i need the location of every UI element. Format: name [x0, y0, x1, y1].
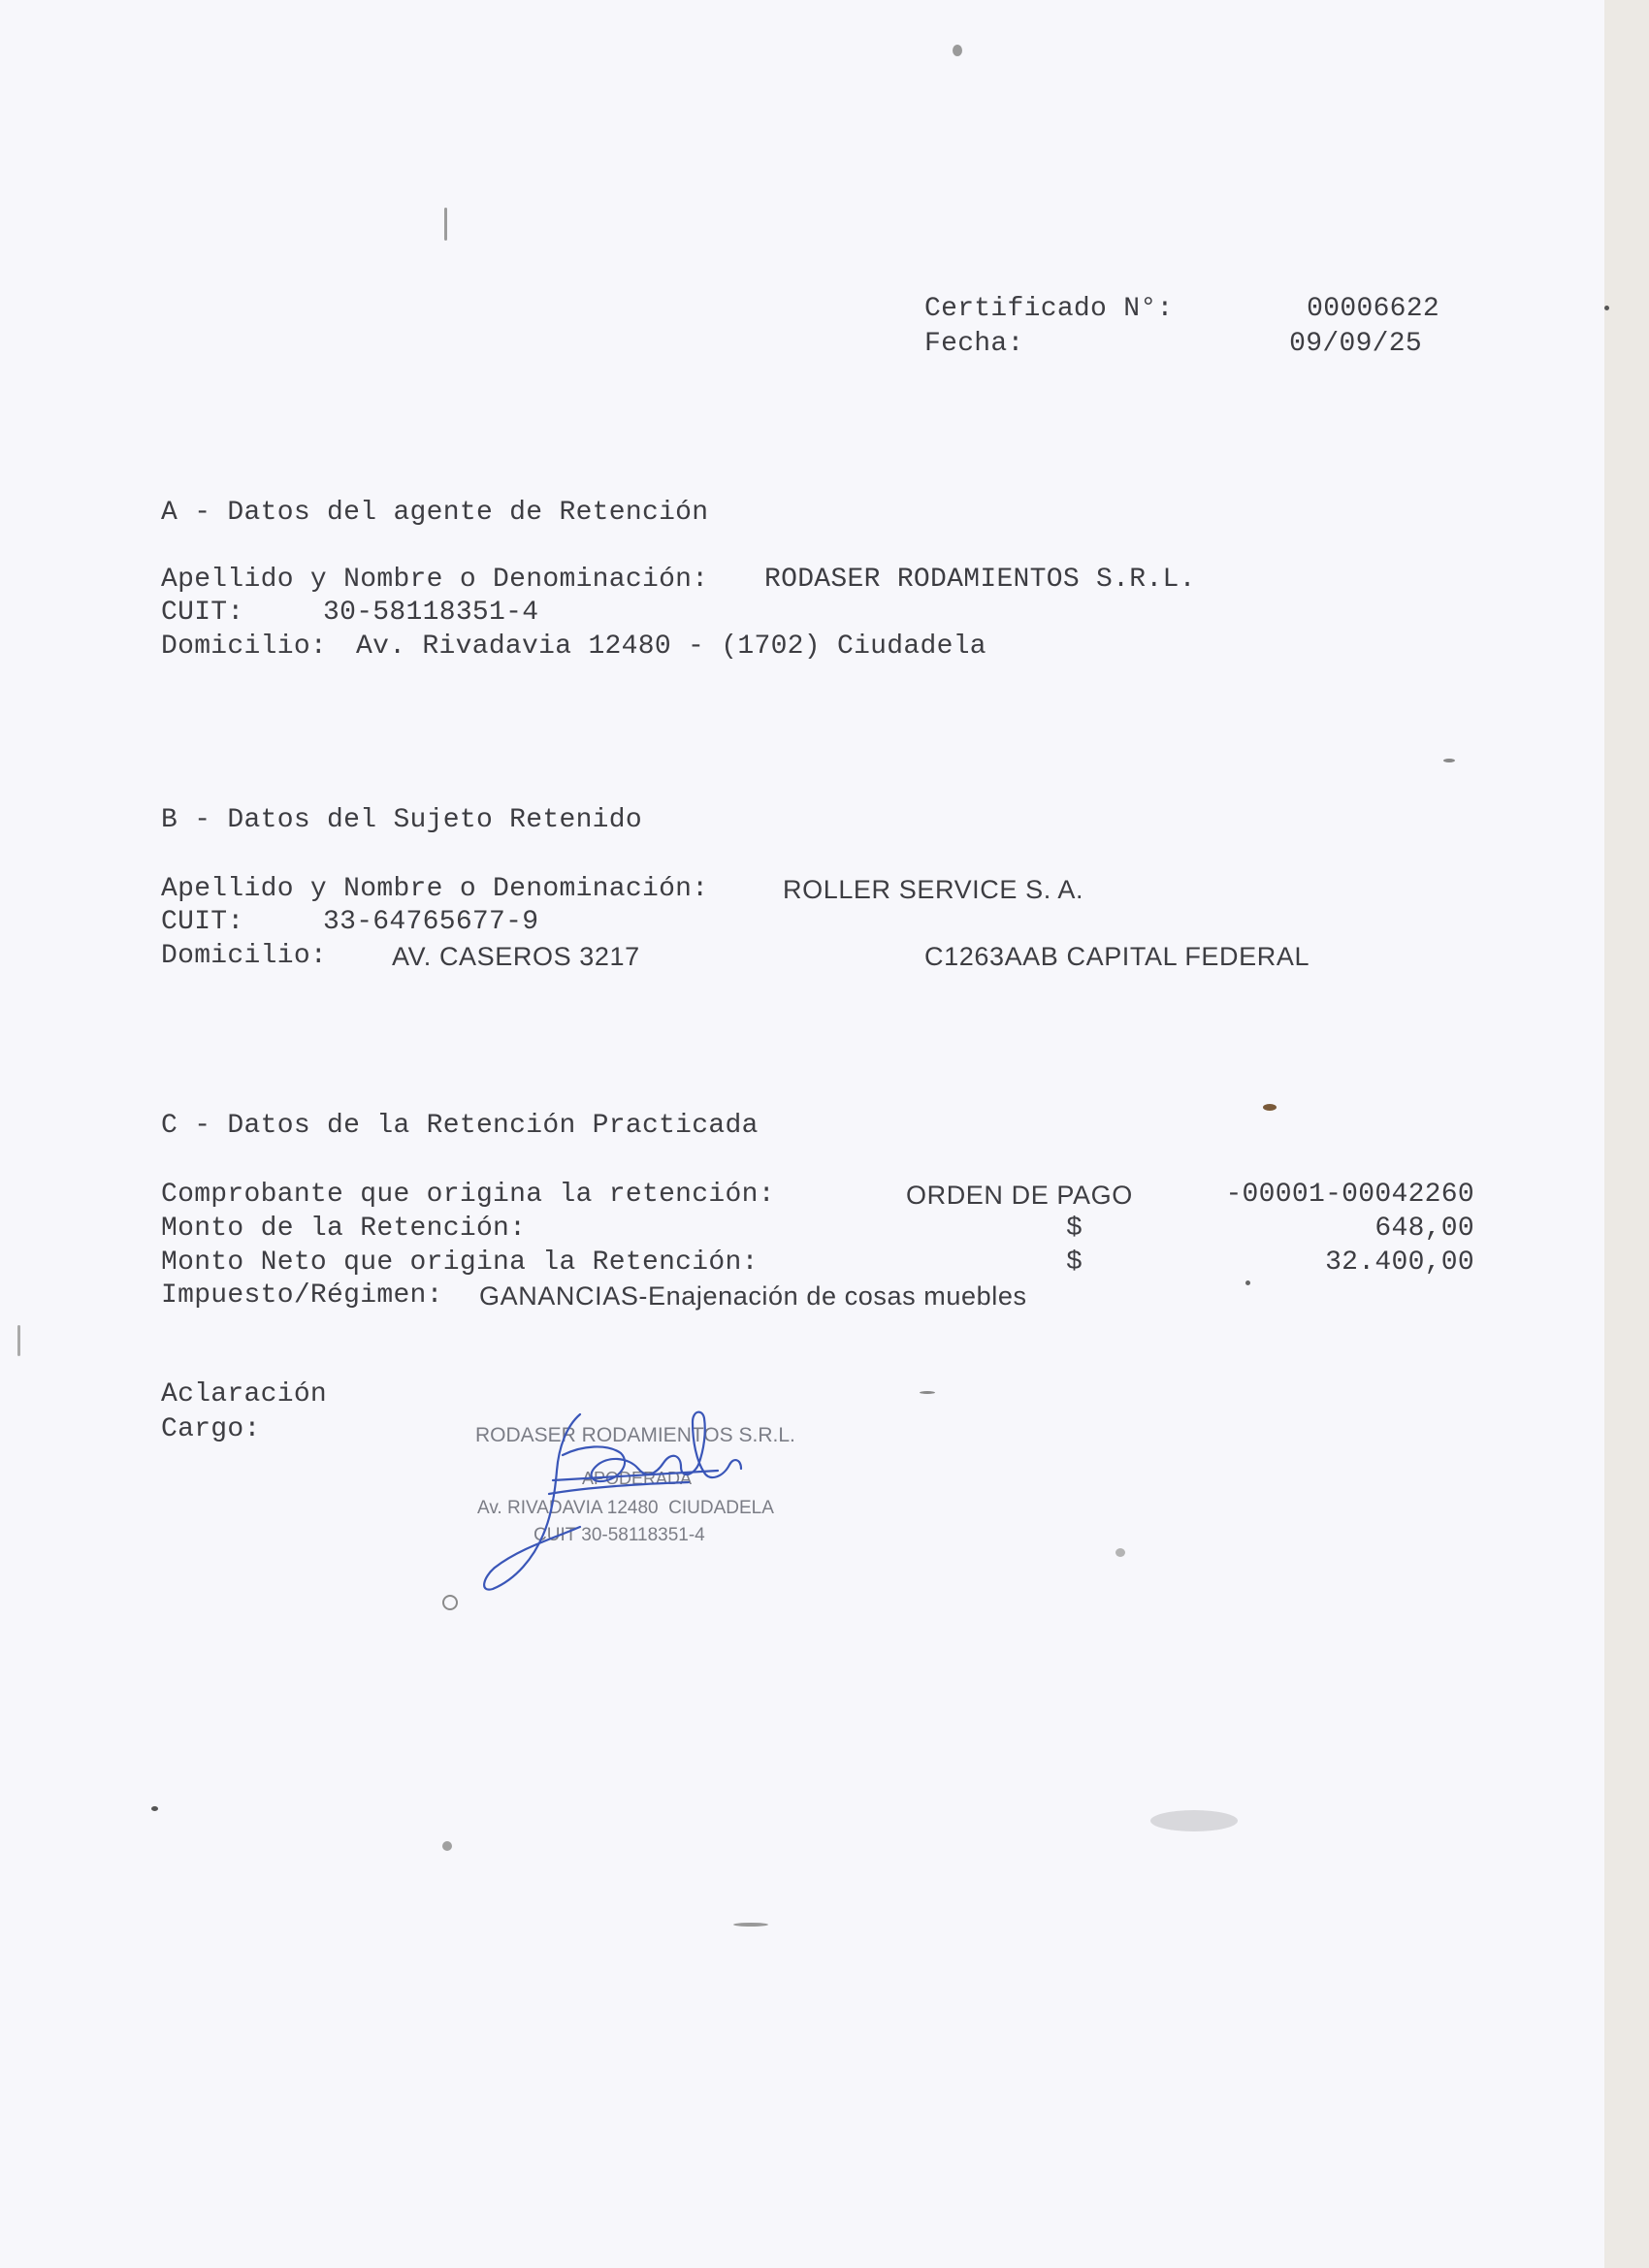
certificate-number: 00006622	[1307, 294, 1439, 324]
agent-address: Av. Rivadavia 12480 - (1702) Ciudadela	[356, 632, 986, 662]
scan-speck	[953, 45, 962, 56]
voucher-label: Comprobante que origina la retención:	[161, 1180, 775, 1210]
company-stamp	[466, 1387, 834, 1601]
scan-speck	[1116, 1548, 1125, 1557]
agent-name-label: Apellido y Nombre o Denominación:	[161, 565, 709, 595]
handwritten-signature-icon	[466, 1387, 834, 1601]
clarification-label: Aclaración	[161, 1379, 328, 1409]
stamp-role: APODERADA	[582, 1469, 693, 1488]
certificate-number-label: Certificado N°:	[924, 294, 1174, 324]
stamp-cuit: CUIT 30-58118351-4	[534, 1525, 705, 1545]
net-amount-currency: $	[1066, 1247, 1083, 1278]
retention-amount: 648,00	[1374, 1214, 1474, 1244]
position-label: Cargo:	[161, 1414, 261, 1444]
scan-speck	[1443, 759, 1455, 762]
retention-amount-currency: $	[1066, 1214, 1083, 1244]
voucher-type: ORDEN DE PAGO	[906, 1181, 1133, 1210]
agent-cuit-label: CUIT:	[161, 598, 244, 628]
stamp-address: Av. RIVADAVIA 12480 CIUDADELA	[477, 1498, 774, 1518]
agent-address-label: Domicilio:	[161, 632, 328, 662]
voucher-number: -00001-00042260	[1225, 1180, 1474, 1210]
section-a-title: A - Datos del agente de Retención	[161, 498, 709, 528]
section-b-title: B - Datos del Sujeto Retenido	[161, 805, 642, 835]
agent-cuit: 30-58118351-4	[323, 598, 539, 628]
section-c-title: C - Datos de la Retención Practicada	[161, 1111, 759, 1141]
agent-name: RODASER RODAMIENTOS S.R.L.	[764, 565, 1196, 595]
scan-speck	[17, 1325, 20, 1356]
scan-edge	[1604, 0, 1649, 2268]
subject-cuit: 33-64765677-9	[323, 907, 539, 937]
scan-speck	[444, 208, 447, 241]
scan-speck	[151, 1806, 158, 1811]
tax-regime-label: Impuesto/Régimen:	[161, 1280, 443, 1311]
net-amount: 32.400,00	[1325, 1247, 1474, 1278]
tax-regime: GANANCIAS-Enajenación de cosas muebles	[479, 1281, 1027, 1311]
scan-speck	[442, 1841, 452, 1851]
subject-address-label: Domicilio:	[161, 941, 328, 971]
subject-cuit-label: CUIT:	[161, 907, 244, 937]
scan-smudge	[1150, 1810, 1238, 1831]
scan-speck	[1263, 1104, 1277, 1111]
stamp-company: RODASER RODAMIENTOS S.R.L.	[475, 1424, 795, 1446]
date-value: 09/09/25	[1289, 329, 1422, 359]
scan-speck	[1604, 306, 1609, 310]
subject-name-label: Apellido y Nombre o Denominación:	[161, 874, 709, 904]
scan-speck	[733, 1923, 768, 1927]
subject-name: ROLLER SERVICE S. A.	[783, 875, 1084, 904]
scan-speck	[442, 1595, 458, 1610]
retention-amount-label: Monto de la Retención:	[161, 1214, 527, 1244]
scan-speck	[1245, 1280, 1250, 1285]
date-label: Fecha:	[924, 329, 1024, 359]
net-amount-label: Monto Neto que origina la Retención:	[161, 1247, 759, 1278]
scan-speck	[920, 1391, 935, 1394]
subject-address-street: AV. CASEROS 3217	[392, 942, 640, 971]
subject-address-city: C1263AAB CAPITAL FEDERAL	[924, 942, 1310, 971]
